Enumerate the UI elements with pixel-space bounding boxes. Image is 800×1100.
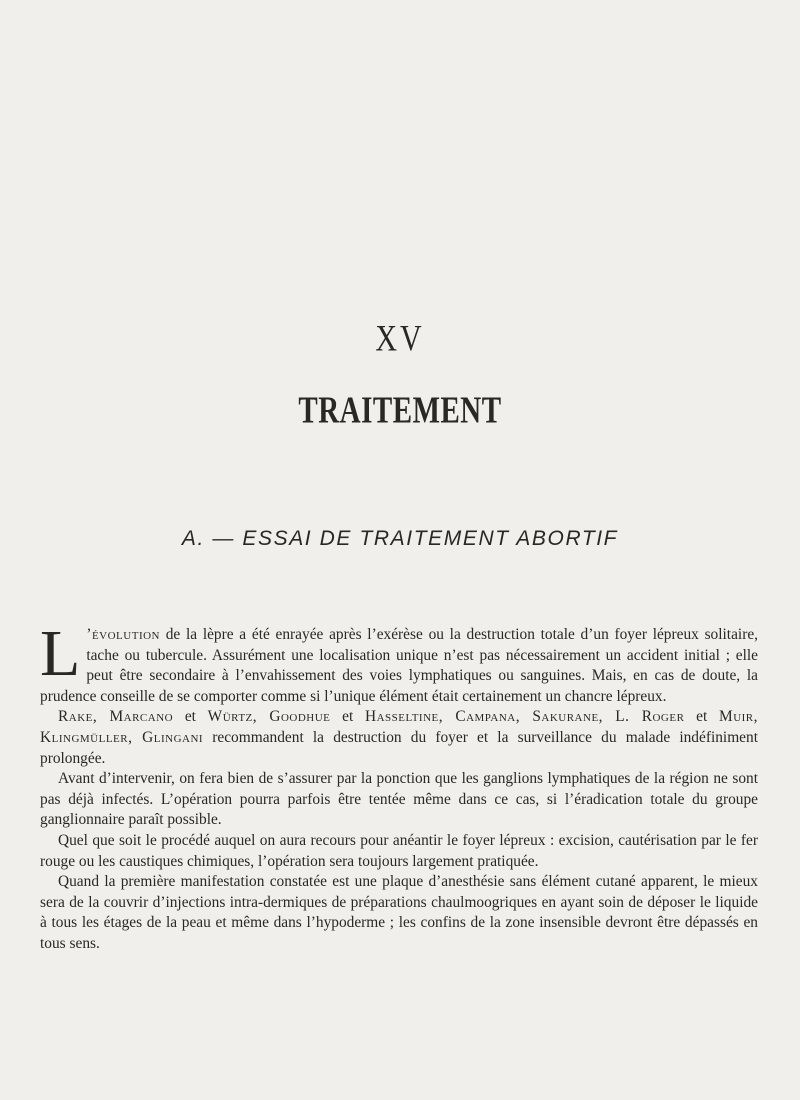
section-title: A. — ESSAI DE TRAITEMENT ABORTIF — [181, 527, 619, 550]
drop-cap-letter: L — [40, 617, 81, 690]
author-separator-3: et — [684, 708, 720, 726]
author-names-2: Würtz, Goodhue — [207, 708, 331, 726]
chapter-number: XV — [375, 318, 425, 360]
author-names-1: Rake, Marcano — [58, 708, 174, 726]
paragraph-1 — [40, 617, 758, 707]
author-names-4: Muir, Klingmüller, Glingani — [40, 708, 758, 746]
author-separator-2: et — [330, 708, 365, 726]
paragraph-2 — [40, 707, 758, 769]
paragraph-4: Quel que soit le procédé auquel on aura recours pour anéantir le foyer lépreux : excision, cautérisation par le fer rouge ou les caustiques chimiques, l’opération sera toujours largement pratiquée. — [40, 831, 758, 870]
paragraph-1-lead-word: ’évolution — [86, 626, 160, 643]
paragraph-2-text: recommandent la destruction du foyer et la surveillance du malade indéfiniment prolongée. — [40, 728, 758, 767]
paragraph-1-text: de la lèpre a été enrayée après l’exérèse ou la destruction totale d’un foyer lépreux solitaire, tache ou tubercule. Assurément une localisation unique n’est pas nécessairement un accident initial ; elle peut être secondaire à l’envahissement des voies lymphatiques ou sanguines. Mais, en cas de doute, la prudence conseille de se comporter comme si l’unique élément était certainement un chancre lépreux. — [40, 626, 758, 705]
author-separator-1: et — [173, 708, 208, 726]
paragraph-5: Quand la première manifestation constatée est une plaque d’anesthésie sans élément cutané apparent, le mieux sera de la couvrir d’injections intra-dermiques de préparations chaulmoogriques en ayant soin de déposer le liquide à tous les étages de la peau et même dans l’hypoderme ; les confins de la zone insensible devront être dépassés en tous sens. — [40, 873, 758, 952]
body-text — [40, 617, 758, 955]
chapter-title: TRAITEMENT — [298, 390, 502, 432]
paragraph-3: Avant d’intervenir, on fera bien de s’assurer par la ponction que les ganglions lymphatiques de la région ne sont pas déjà infectés. L’opération pourra parfois être tentée même dans ce cas, si l’éradication totale du groupe ganglionnaire paraît possible. — [40, 770, 758, 829]
author-names-3: Hasseltine, Campana, Sakurane, L. Roger — [364, 708, 685, 726]
